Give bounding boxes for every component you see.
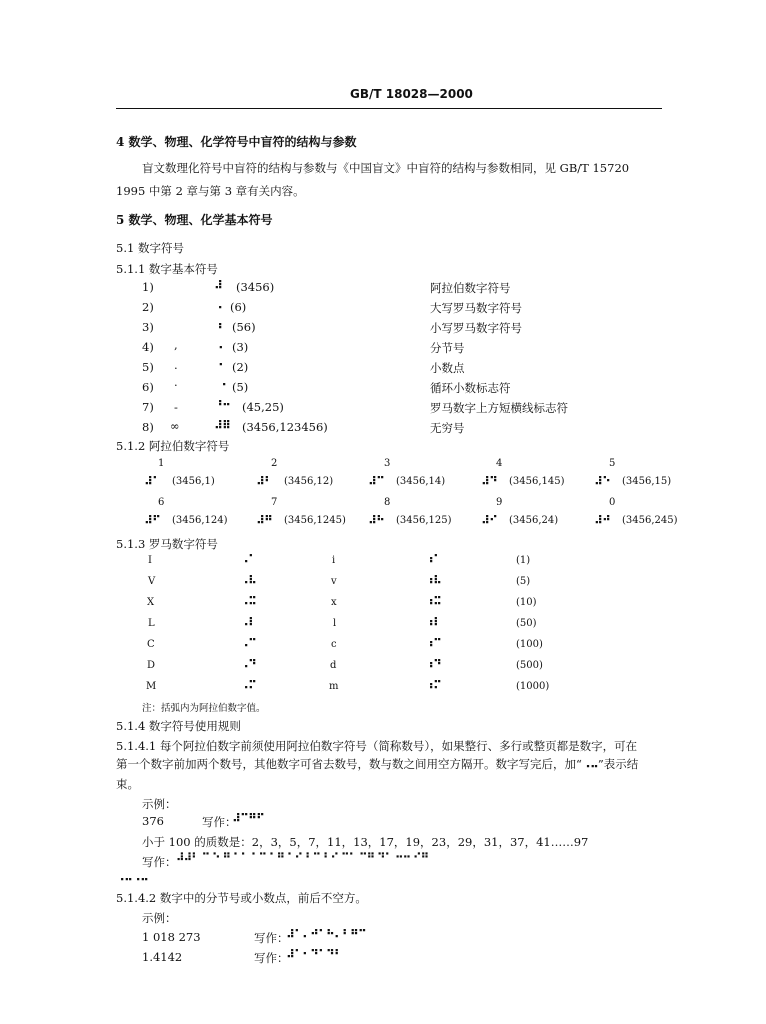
example-number: 1 018 273 bbox=[142, 930, 201, 944]
upper-roman: V bbox=[148, 576, 156, 587]
digit-label: 1 bbox=[158, 458, 165, 469]
digit-label: 7 bbox=[271, 497, 278, 508]
item-number: 5) bbox=[142, 360, 154, 374]
dot-code: (3456,14) bbox=[396, 476, 446, 487]
braille-cell: ⠰⠇ bbox=[425, 615, 441, 629]
item-symbol: ∞ bbox=[170, 419, 180, 433]
dot-code: (3456,125) bbox=[396, 515, 452, 526]
braille-cell: ⠰ bbox=[214, 318, 222, 332]
braille-cell: ⠠⠤ bbox=[581, 757, 598, 771]
example-number: 376 bbox=[142, 814, 164, 828]
dot-code: (45,25) bbox=[242, 400, 284, 414]
braille-cell: ⠠ bbox=[214, 298, 222, 312]
dot-code: (3456,1) bbox=[172, 476, 215, 487]
example-primes-text: 小于 100 的质数是：2，3，5，7，11，13，17，19，23，29，31，37，41……97 bbox=[142, 835, 589, 849]
item-symbol: · bbox=[174, 378, 178, 392]
item-number: 8) bbox=[142, 420, 154, 434]
symbol-name: 循环小数标志符 bbox=[430, 381, 511, 395]
braille-cell: ⠼⠚ bbox=[594, 513, 610, 527]
section-5-1-4-heading: 5.1.4 数字符号使用规则 bbox=[116, 719, 241, 733]
item-symbol: . bbox=[174, 358, 178, 372]
braille-cell: ⠰⠁ bbox=[425, 552, 441, 566]
numeric-value: (100) bbox=[516, 639, 543, 650]
header-rule bbox=[116, 108, 662, 109]
section-5-1-heading: 5.1 数字符号 bbox=[116, 241, 184, 255]
lower-roman: i bbox=[332, 555, 336, 566]
item-number: 3) bbox=[142, 320, 154, 334]
lower-roman: l bbox=[333, 618, 337, 629]
dot-code: (3456,1245) bbox=[284, 515, 346, 526]
digit-label: 3 bbox=[384, 458, 391, 469]
digit-label: 5 bbox=[609, 458, 616, 469]
section-4-heading: 4 数学、物理、化学符号中盲符的结构与参数 bbox=[116, 135, 357, 149]
upper-roman: M bbox=[146, 681, 157, 692]
braille-cell: ⠠⠉ bbox=[240, 636, 256, 650]
dot-code: (5) bbox=[232, 380, 249, 394]
item-number: 7) bbox=[142, 400, 154, 414]
digit-label: 4 bbox=[496, 458, 503, 469]
example-write-label: 写作： bbox=[254, 951, 289, 965]
dot-code: (56) bbox=[232, 320, 256, 334]
braille-cell: ⠠⠇ bbox=[240, 615, 256, 629]
digit-label: 2 bbox=[271, 458, 278, 469]
braille-cell: ⠠⠧ bbox=[240, 573, 256, 587]
lower-roman: x bbox=[331, 597, 337, 608]
dot-code: (6) bbox=[230, 300, 247, 314]
braille-cell: ⠼⠊ bbox=[481, 513, 497, 527]
item-number: 4) bbox=[142, 340, 154, 354]
dot-code: (3) bbox=[232, 340, 249, 354]
item-number: 1) bbox=[142, 280, 154, 294]
braille-cell: ⠠⠁ bbox=[240, 552, 256, 566]
lower-roman: m bbox=[329, 681, 339, 692]
braille-cell: ⠂ bbox=[218, 358, 226, 372]
example-label: 示例： bbox=[142, 911, 177, 925]
braille-cell: ⠼ bbox=[214, 278, 222, 292]
braille-cell: ⠘⠒ bbox=[214, 398, 230, 412]
item-symbol: , bbox=[174, 338, 178, 352]
numeric-value: (5) bbox=[516, 576, 531, 587]
symbol-name: 罗马数字上方短横线标志符 bbox=[430, 401, 568, 415]
braille-cell: ⠼⠙ bbox=[481, 474, 497, 488]
braille-cell: ⠰⠧ bbox=[425, 573, 441, 587]
section-4-paragraph-line2: 1995 中第 2 章与第 3 章有关内容。 bbox=[116, 184, 305, 198]
item-number: 2) bbox=[142, 300, 154, 314]
braille-cell: ⠼⠛ bbox=[256, 513, 272, 527]
table-note: 注：括弧内为阿拉伯数字值。 bbox=[142, 703, 266, 714]
braille-cell: ⠼⠋ bbox=[144, 513, 160, 527]
lower-roman: c bbox=[331, 639, 337, 650]
symbol-name: 小写罗马数字符号 bbox=[430, 321, 522, 335]
braille-cell: ⠠⠍ bbox=[240, 678, 256, 692]
braille-cell: ⠼⠁⠄⠚⠁⠓⠄⠃⠛⠉ bbox=[286, 927, 366, 941]
braille-cell: ⠼⠼⠃ ⠉ ⠑ ⠛ ⠁⠁ ⠁⠉ ⠁⠛ ⠁⠊ ⠃⠉ ⠃⠊ ⠉⠁ ⠉⠛ ⠙⠁ ⠒⠒ ⠊⠛ bbox=[176, 851, 429, 864]
symbol-name: 无穷号 bbox=[430, 421, 465, 435]
dot-code: (3456,145) bbox=[509, 476, 565, 487]
digit-label: 0 bbox=[609, 497, 616, 508]
upper-roman: C bbox=[147, 639, 155, 650]
upper-roman: X bbox=[147, 597, 155, 608]
braille-cell: ⠠⠤⠠⠤ bbox=[116, 870, 148, 884]
section-5-heading: 5 数学、物理、化学基本符号 bbox=[116, 213, 273, 227]
dot-code: (2) bbox=[232, 360, 249, 374]
section-5-1-2-heading: 5.1.2 阿拉伯数字符号 bbox=[116, 439, 230, 453]
braille-cell: ⠼⠉ bbox=[368, 474, 384, 488]
example-label: 示例： bbox=[142, 797, 177, 811]
dot-code: (3456,123456) bbox=[242, 420, 328, 434]
braille-cell: ⠼⠁ bbox=[144, 474, 160, 488]
rule-5-1-4-2: 5.1.4.2 数字中的分节号或小数点，前后不空方。 bbox=[116, 891, 367, 905]
example-number: 1.4142 bbox=[142, 950, 183, 964]
numeric-value: (500) bbox=[516, 660, 543, 671]
braille-cell: ⠰⠙ bbox=[425, 657, 441, 671]
rule-text: 第一个数字前加两个数号，其他数字可省去数号，数与数之间用空方隔开。数字写完后，加“ bbox=[116, 757, 582, 771]
dot-code: (3456,12) bbox=[284, 476, 334, 487]
braille-cell: ⠼⠿ bbox=[214, 418, 230, 432]
braille-cell: ⠰⠉ bbox=[425, 636, 441, 650]
lower-roman: v bbox=[331, 576, 337, 587]
upper-roman: L bbox=[148, 618, 155, 629]
numeric-value: (1000) bbox=[516, 681, 550, 692]
symbol-name: 分节号 bbox=[430, 341, 465, 355]
item-number: 6) bbox=[142, 380, 154, 394]
page-header: GB/T 18028—2000 bbox=[350, 87, 473, 101]
braille-cell: ⠠⠭ bbox=[240, 594, 256, 608]
section-5-1-1-heading: 5.1.1 数字基本符号 bbox=[116, 262, 218, 276]
numeric-value: (50) bbox=[516, 618, 537, 629]
dot-code: (3456,24) bbox=[509, 515, 559, 526]
dot-code: (3456,245) bbox=[622, 515, 678, 526]
braille-cell: ⠼⠑ bbox=[594, 474, 610, 488]
braille-cell: ⠠⠙ bbox=[240, 657, 256, 671]
numeric-value: (10) bbox=[516, 597, 537, 608]
section-5-1-3-heading: 5.1.3 罗马数字符号 bbox=[116, 537, 218, 551]
rule-5-1-4-1-line3: 束。 bbox=[116, 777, 139, 791]
item-symbol: - bbox=[174, 400, 178, 414]
example-write-label: 写作： bbox=[254, 931, 289, 945]
symbol-name: 大写罗马数字符号 bbox=[430, 301, 522, 315]
braille-cell: ⠼⠓ bbox=[368, 513, 384, 527]
digit-label: 9 bbox=[496, 497, 503, 508]
upper-roman: I bbox=[148, 555, 152, 566]
braille-cell: ⠼⠉⠛⠋ bbox=[232, 811, 264, 825]
numeric-value: (1) bbox=[516, 555, 531, 566]
section-4-paragraph-line1: 盲文数理化符号中盲符的结构与参数与《中国盲文》中盲符的结构与参数相同，见 GB/T 15720 bbox=[142, 161, 630, 175]
rule-text: ”表示结 bbox=[597, 757, 639, 771]
lower-roman: d bbox=[330, 660, 337, 671]
dot-code: (3456) bbox=[236, 280, 275, 294]
rule-5-1-4-1-line1: 5.1.4.1 每个阿拉伯数字前须使用阿拉伯数字符号（简称数号），如果整行、多行或整页都是数字，可在 bbox=[116, 739, 638, 753]
digit-label: 6 bbox=[158, 497, 165, 508]
upper-roman: D bbox=[147, 660, 156, 671]
braille-cell: ⠐ bbox=[218, 378, 226, 392]
braille-cell: ⠼⠁⠂⠙⠁⠙⠃ bbox=[286, 947, 342, 961]
rule-5-1-4-1-line2 bbox=[116, 756, 638, 772]
braille-cell: ⠰⠭ bbox=[425, 594, 441, 608]
example-write-label: 写作： bbox=[142, 855, 177, 869]
symbol-name: 小数点 bbox=[430, 361, 465, 375]
braille-cell: ⠄ bbox=[218, 338, 226, 352]
braille-cell: ⠼⠃ bbox=[256, 474, 272, 488]
dot-code: (3456,124) bbox=[172, 515, 228, 526]
example-write-label: 写作： bbox=[202, 815, 237, 829]
braille-cell: ⠰⠍ bbox=[425, 678, 441, 692]
digit-label: 8 bbox=[384, 497, 391, 508]
dot-code: (3456,15) bbox=[622, 476, 672, 487]
symbol-name: 阿拉伯数字符号 bbox=[430, 281, 511, 295]
